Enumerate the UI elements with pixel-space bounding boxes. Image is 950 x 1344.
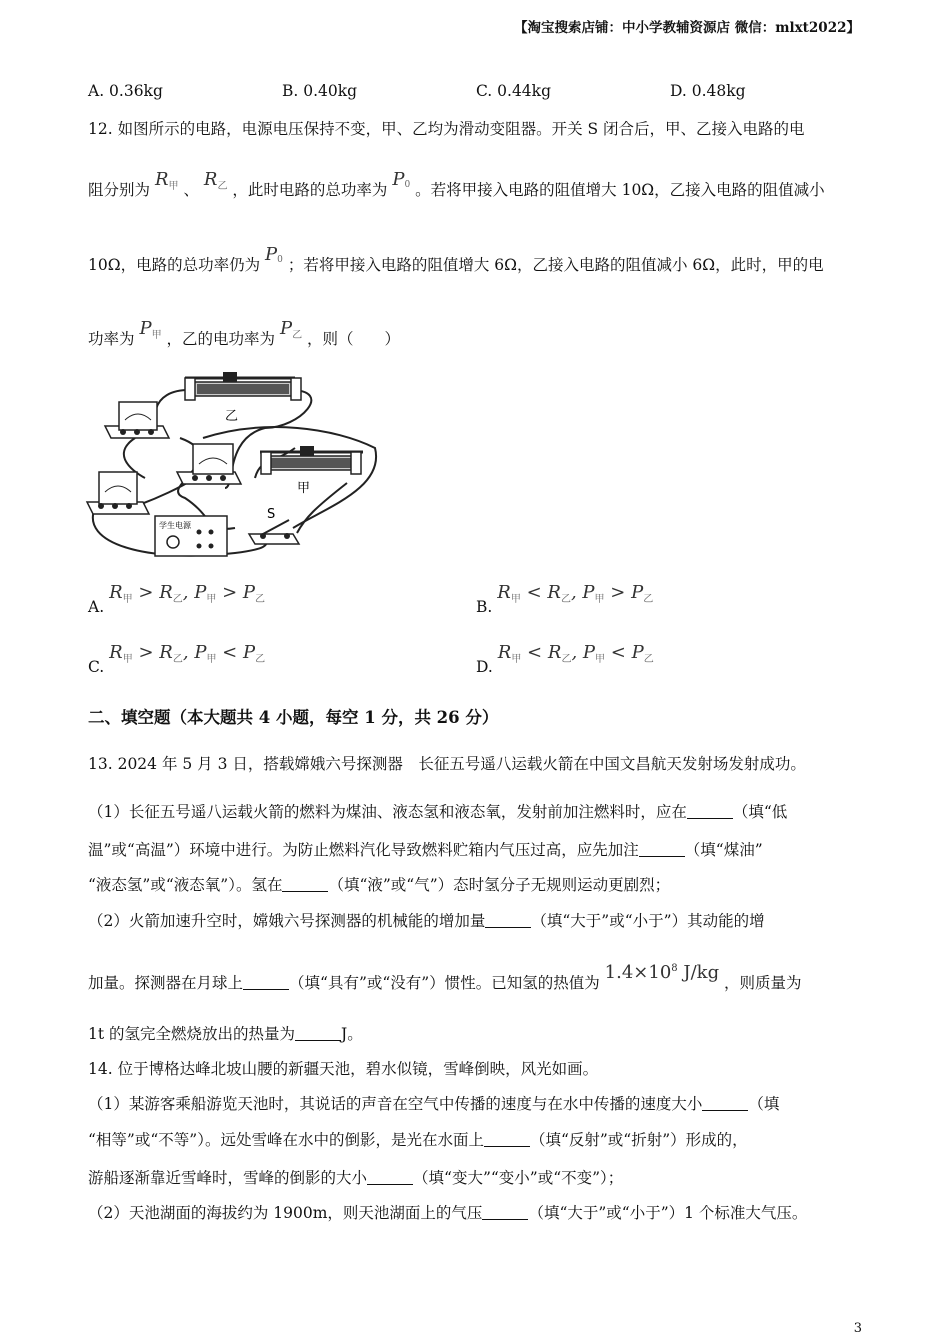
answer-blank bbox=[295, 1028, 341, 1041]
page-header: 【淘宝搜索店铺：中小学教辅资源店 微信：mlxt2022】 bbox=[514, 20, 860, 36]
answer-blank bbox=[484, 1134, 530, 1147]
rheostat-yi bbox=[185, 372, 301, 400]
label-yi: 乙 bbox=[225, 409, 239, 424]
q14-intro: 14. 位于博格达峰北坡山腰的新疆天池，碧水似镜，雪峰倒映，风光如画。 bbox=[88, 1060, 599, 1078]
power-supply bbox=[155, 516, 227, 556]
q13-intro: 13. 2024 年 5 月 3 日，搭载嫦娥六号探测器 长征五号遥八运载火箭在中国文昌航天发射场发射成功。 bbox=[88, 755, 806, 773]
q12-line-4: 功率为 $P_甲$ ，乙的电功率为 $P_乙$ ，则（ ） bbox=[88, 318, 401, 348]
label-jia: 甲 bbox=[297, 481, 311, 496]
q12-line-1: 12. 如图所示的电路，电源电压保持不变，甲、乙均为滑动变阻器。开关 S 闭合后，甲、乙接入电路的电 bbox=[88, 120, 805, 138]
q14-p1-line3: 游船逐渐靠近雪峰时，雪峰的倒影的大小 （填“变大”“变小”或“不变”）； bbox=[88, 1169, 624, 1187]
page-number: 3 bbox=[853, 1321, 862, 1336]
section-2-heading: 二、填空题（本大题共 4 小题，每空 1 分，共 26 分） bbox=[88, 708, 499, 727]
p-jia-symbol: $P_甲$ bbox=[139, 318, 162, 341]
circuit-figure bbox=[85, 368, 385, 568]
answer-blank bbox=[702, 1098, 748, 1111]
p0-symbol-2: P0 bbox=[265, 244, 283, 265]
answer-blank bbox=[485, 915, 531, 928]
r-yi-symbol: $R_乙$ bbox=[203, 169, 228, 192]
heat-value: $1.4\times 10^8$ J/kg bbox=[604, 962, 720, 983]
q14-p1-line1: （1）某游客乘船游览天池时，其说话的声音在空气中传播的速度与在水中传播的速度大小 （填 bbox=[88, 1095, 780, 1113]
answer-blank bbox=[243, 977, 289, 990]
answer-blank bbox=[687, 806, 733, 819]
answer-blank bbox=[367, 1172, 413, 1185]
q14-p1-line2: “相等”或“不等”）。远处雪峰在水中的倒影，是光在水面上 （填“反射”或“折射”）形成的， bbox=[88, 1131, 748, 1149]
q13-p2-line3: 1t 的氢完全燃烧放出的热量为 J。 bbox=[88, 1025, 363, 1043]
q11-option-a: A. 0.36kg bbox=[88, 82, 163, 100]
label-switch: S bbox=[267, 507, 276, 522]
p0-symbol: P0 bbox=[392, 169, 411, 190]
q13-p2-line2: 加量。探测器在月球上 （填“具有”或“没有”）惯性。已知氢的热值为 $1.4\times 10^8$ J/kg ，则质量为 bbox=[88, 962, 802, 992]
switch bbox=[249, 520, 299, 544]
q13-p1-line1: （1）长征五号遥八运载火箭的燃料为煤油、液态氢和液态氧，发射前加注燃料时，应在 （填“低 bbox=[88, 803, 788, 821]
power-label: 学生电源 bbox=[159, 521, 191, 530]
q12-line-3: 10Ω，电路的总功率仍为 P0 ；若将甲接入电路的阻值增大 6Ω，乙接入电路的阻值减小 6Ω，此时，甲的电 bbox=[88, 244, 824, 274]
q13-p1-line2: 温”或“高温”）环境中进行。为防止燃料汽化导致燃料贮箱内气压过高，应先加注 （填“煤油” bbox=[88, 841, 763, 859]
q11-option-d: D. 0.48kg bbox=[670, 82, 746, 100]
answer-blank bbox=[282, 879, 328, 892]
q14-p2-line1: （2）天池湖面的海拔约为 1900m，则天池湖面上的气压 （填“大于”或“小于”）1 个标准大气压。 bbox=[88, 1204, 808, 1222]
answer-blank bbox=[639, 844, 685, 857]
q11-option-c: C. 0.44kg bbox=[476, 82, 551, 100]
q12-option-c: C. $R_甲 > R_乙$, $P_甲 < P_乙$ bbox=[88, 642, 266, 676]
q11-option-b: B. 0.40kg bbox=[282, 82, 358, 100]
q12-option-b: B. $R_甲 < R_乙$, $P_甲 > P_乙$ bbox=[476, 582, 654, 616]
q13-p1-line3: “液态氢”或“液态氧”）。氢在 （填“液”或“气”）态时氢分子无规则运动更剧烈； bbox=[88, 876, 671, 894]
meter-1 bbox=[105, 402, 169, 438]
q12-option-a: A. $R_甲 > R_乙$, $P_甲 > P_乙$ bbox=[88, 582, 266, 616]
rheostat-jia bbox=[260, 446, 363, 474]
p-yi-symbol: $P_乙$ bbox=[279, 318, 303, 341]
meter-2 bbox=[177, 444, 241, 484]
q13-p2-line1: （2）火箭加速升空时，嫦娥六号探测器的机械能的增加量 （填“大于”或“小于”）其动能的增 bbox=[88, 912, 765, 930]
r-jia-symbol: $R_甲$ bbox=[154, 169, 179, 192]
q12-line-2: 阻分别为 $R_甲$ 、 $R_乙$ ，此时电路的总功率为 P0 。若将甲接入电路的阻值增大 10Ω，乙接入电路的阻值减小 bbox=[88, 169, 825, 199]
answer-blank bbox=[482, 1207, 528, 1220]
q12-option-d: D. $R_甲 < R_乙$, $P_甲 < P_乙$ bbox=[476, 642, 654, 676]
meter-3 bbox=[87, 472, 149, 514]
